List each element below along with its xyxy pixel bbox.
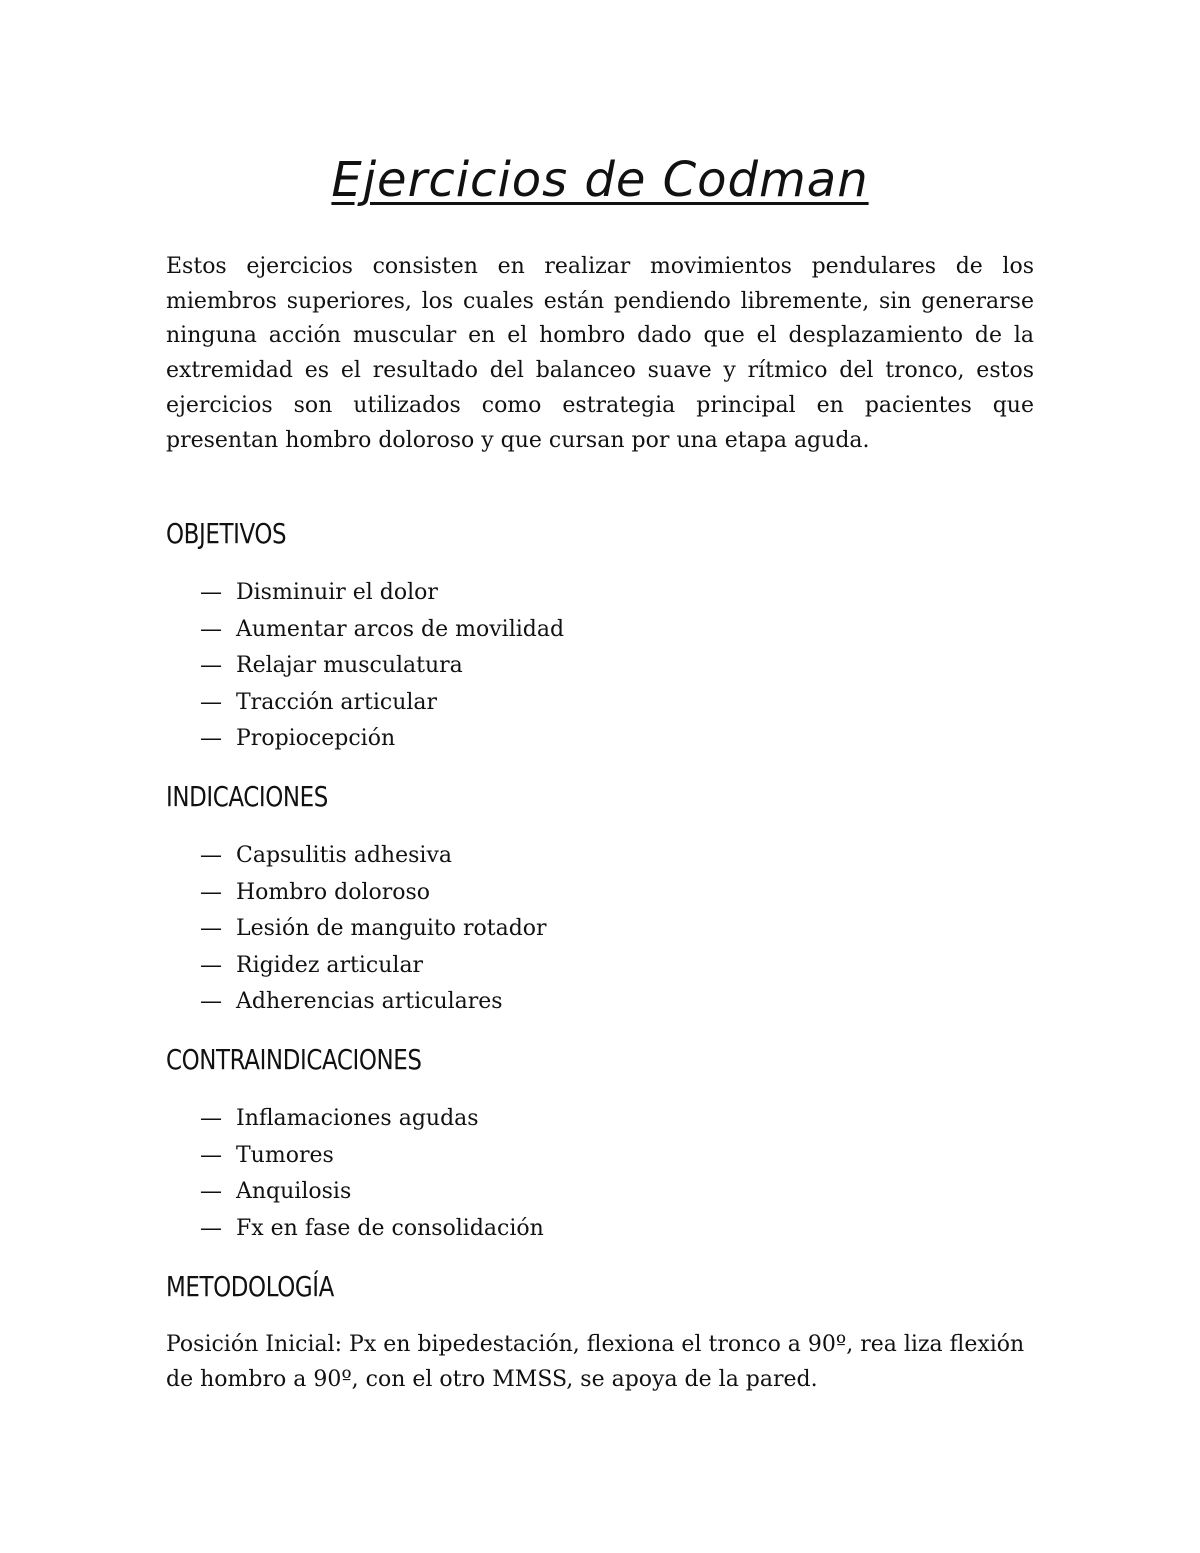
list-item (200, 1174, 544, 1211)
list-item-text: Rigidez articular (236, 952, 424, 978)
list-item-text: Relajar musculatura (236, 653, 463, 678)
list-item (200, 875, 547, 912)
list-item (200, 838, 547, 875)
bullet-dash: — (200, 916, 222, 941)
list-item (200, 721, 564, 758)
list-item-text: Lesión de manguito rotador (236, 916, 547, 941)
section-heading-objetivos: OBJETIVOS (166, 517, 287, 550)
bullet-dash: — (200, 653, 222, 678)
list-item (200, 1138, 544, 1175)
list-item (200, 1211, 544, 1248)
list-item-text: Tracción articular (236, 689, 438, 715)
objetivos-list (200, 575, 564, 758)
bullet-dash: — (200, 616, 222, 642)
list-item (200, 948, 547, 985)
list-item-text: Inflamaciones agudas (236, 1106, 479, 1131)
section-heading-metodologia: METODOLOGÍA (166, 1270, 334, 1303)
document-title (0, 148, 1200, 212)
list-item (200, 685, 564, 722)
bullet-dash: — (200, 989, 222, 1014)
list-item (200, 1101, 544, 1138)
document-title-text: Ejercicios de Codman (331, 152, 869, 208)
list-item (200, 575, 564, 612)
section-heading-contraindicaciones: CONTRAINDICACIONES (166, 1043, 422, 1076)
list-item (200, 984, 547, 1021)
list-item (200, 648, 564, 685)
bullet-dash: — (200, 843, 222, 868)
list-item-text: Aumentar arcos de movilidad (236, 616, 565, 642)
section-heading-indicaciones: INDICACIONES (166, 780, 328, 813)
list-item-text: Tumores (236, 1142, 334, 1168)
bullet-dash: — (200, 1106, 222, 1131)
list-item-text: Anquilosis (236, 1179, 352, 1204)
list-item-text: Hombro doloroso (236, 879, 431, 905)
list-item (200, 911, 547, 948)
list-item-text: Adherencias articulares (236, 989, 503, 1014)
metodologia-paragraph: Posición Inicial: Px en bipedestación, flexiona el tronco a 90º, rea liza flexión de hombro a 90º, con el otro MMSS, se apoya de la pared. (166, 1332, 1025, 1392)
indicaciones-list (200, 838, 547, 1021)
intro-paragraph: Estos ejercicios consisten en realizar movimientos pendulares de los miembros superiores, los cuales están pendiendo libremente, sin generarse ninguna acción muscular en el hombro dado que el desplazamiento de la extremidad es el resultado del balanceo suave y rítmico del tronco, estos ejercicios son utilizados como estrategia principal en pacientes que presentan hombro doloroso y que cursan por una etapa aguda. (166, 254, 1034, 453)
list-item-text: Disminuir el dolor (236, 580, 438, 605)
contraindicaciones-list (200, 1101, 544, 1247)
bullet-dash: — (200, 879, 222, 905)
list-item-text: Capsulitis adhesiva (236, 843, 452, 868)
list-item (200, 612, 564, 649)
bullet-dash: — (200, 726, 222, 751)
bullet-dash: — (200, 580, 222, 605)
bullet-dash: — (200, 1142, 222, 1168)
bullet-dash: — (200, 1179, 222, 1204)
list-item-text: Fx en fase de consolidación (236, 1215, 544, 1241)
list-item-text: Propiocepción (236, 726, 396, 751)
bullet-dash: — (200, 952, 222, 978)
bullet-dash: — (200, 689, 222, 715)
bullet-dash: — (200, 1215, 222, 1241)
